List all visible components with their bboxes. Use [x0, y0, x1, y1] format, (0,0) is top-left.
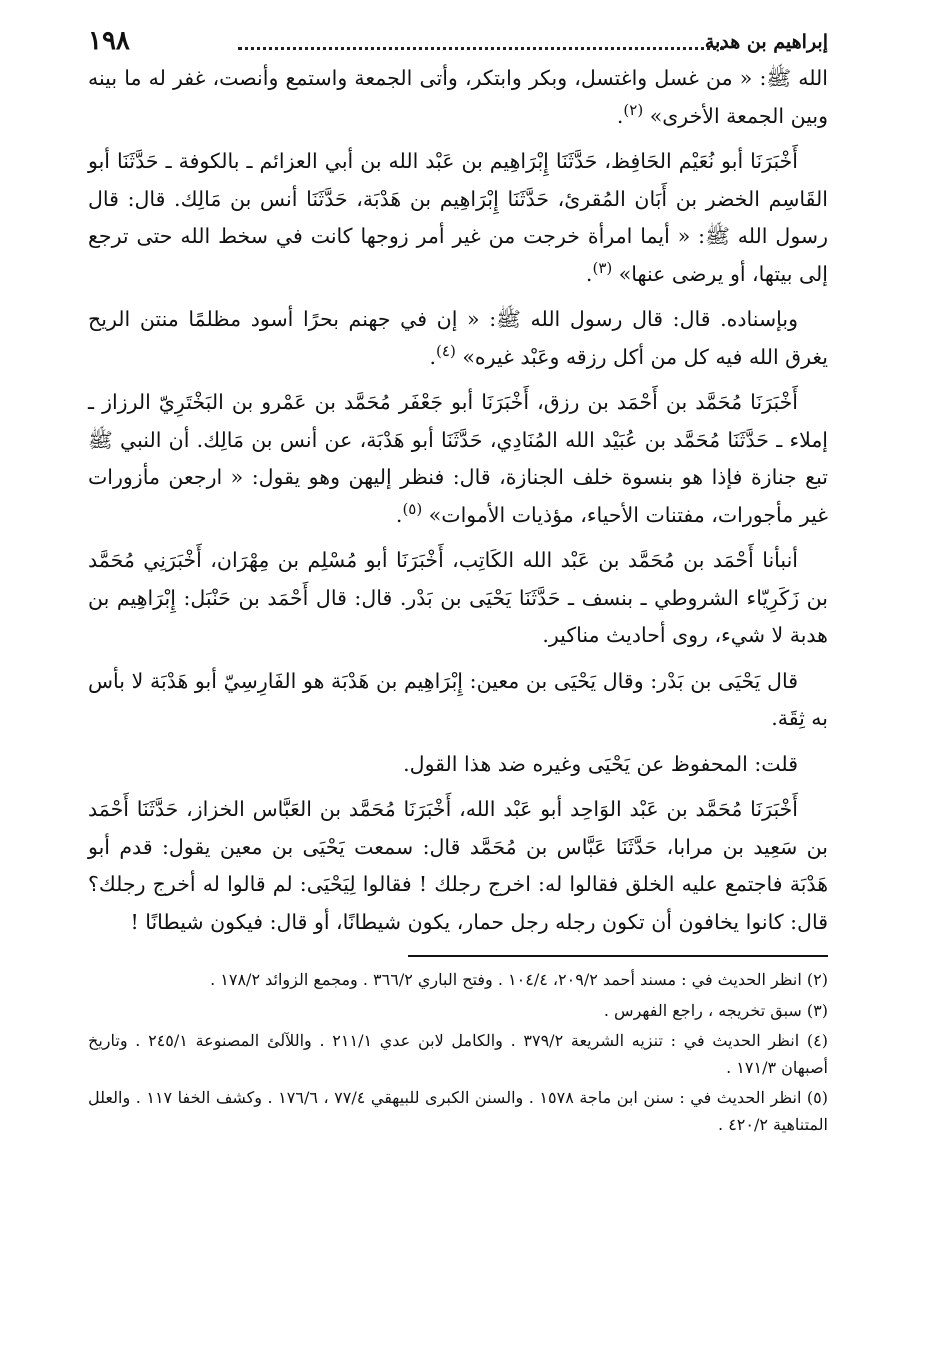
paragraph-text: أَخْبَرَنَا أبو نُعَيْم الحَافِظ، حَدَّثَنَا إِبْرَاهِيم بن عَبْد الله بن أبي العزائم ـ بالكوفة ـ حَدَّثَنَا أبو القَاسِم الخضر بن أَبَان المُقرئ، حَدَّثَنَا إِبْرَاهِيم بن هَدْبَة، حَدَّثَنَا أنس بن مَالِك. قال: قال رسول الله ﷺ: « أيما امرأة خرجت من غير أمر زوجها كانت في سخط الله حتى ترجع إلى بيتها، أو يرضى عنها»	[88, 149, 828, 286]
paragraph	[88, 542, 828, 655]
paragraph-text: وبإسناده. قال: قال رسول الله ﷺ: « إن في جهنم بحرًا أسود مظلمًا منتن الريح يغرق الله فيه كل من أكل رزقه وعَبْد غيره»	[88, 307, 828, 369]
paragraph-text: قلت: المحفوظ عن يَحْيَى وغيره ضد هذا القول.	[403, 751, 798, 776]
paragraph	[88, 60, 828, 135]
main-text	[88, 60, 828, 941]
paragraph-text: أَخْبَرَنَا مُحَمَّد بن عَبْد الوَاحِد أبو عَبْد الله، أَخْبَرَنَا مُحَمَّد بن العَبَّاس الخزاز، حَدَّثَنَا أَحْمَد بن سَعِيد بن مرابا، حَدَّثَنَا عَبَّاس بن مُحَمَّد قال: سمعت يَحْيَى بن معين يقول: قدم أبو هَدْبَة فاجتمع عليه الخلق فقالوا له: اخرج رجلك ! فقالوا لِيَحْيَى: لم قالوا له أخرج رجلك؟ قال: كانوا يخافون أن تكون رجله رجل حمار، يكون شيطانًا، أو قال: فيكون شيطانًا !	[88, 797, 828, 934]
footnote: (٥) انظر الحديث في : سنن ابن ماجة ١٥٧٨ . والسنن الكبرى للبيهقي ٧٧/٤ ، ١٧٦/٦ . وكشف الخفا ١١٧ . والعلل المتناهية ٤٢٠/٢ .	[88, 1088, 829, 1134]
footnote-marker: (٣)	[592, 258, 613, 277]
page-number: ١٩٨	[88, 26, 130, 56]
running-title: إبراهيم بن هدبة	[704, 31, 828, 53]
paragraph-text: أنبأنا أَحْمَد بن مُحَمَّد بن عَبْد الله الكَاتِب، أَخْبَرَنَا أبو مُسْلِم بن مِهْرَان، أَخْبَرَنِي مُحَمَّد بن زَكَرِيّاء الشروطي ـ بنسف ـ حَدَّثَنَا يَحْيَى بن بَدْر. قال: قال أَحْمَد بن حَنْبَل: إِبْرَاهِيم بن هدبة لا شيء، روى أحاديث مناكير.	[88, 548, 828, 647]
footnote: (٢) انظر الحديث في : مسند أحمد ٢٠٩/٢، ١٠٤/٤ . وفتح الباري ٣٦٦/٢ . ومجمع الزوائد ١٧٨/٢ .	[210, 970, 828, 989]
footnote-marker: (٥)	[402, 499, 423, 518]
footnote: (٤) انظر الحديث في : تنزيه الشريعة ٣٧٩/٢ . والكامل لابن عدي ٢١١/١ . واللآلئ المصنوعة ٢٤٥/١ . وتاريخ أصبهان ١٧١/٣ .	[88, 1031, 829, 1077]
paragraph	[88, 384, 828, 534]
footnote-marker: (٢)	[623, 100, 644, 119]
header-dotted-leader	[238, 47, 724, 50]
paragraph-text: قال يَحْيَى بن بَدْر: وقال يَحْيَى بن معين: إِبْرَاهِيم بن هَدْبَة هو الفَارِسِيّ أبو هَدْبَة لا بأس به ثِقَة.	[88, 668, 828, 730]
paragraph	[88, 301, 828, 376]
footnote: (٣) سبق تخريجه ، راجع الفهرس .	[603, 1000, 828, 1020]
paragraph-end: .	[585, 261, 593, 286]
paragraph-end: .	[395, 502, 403, 527]
paragraph-text: الله ﷺ: « من غسل واغتسل، وبكر وابتكر، وأتى الجمعة واستمع وأنصت، غفر له ما بينه وبين الجمعة الأخرى»	[88, 66, 828, 128]
paragraph-end: .	[429, 344, 437, 369]
book-page	[88, 14, 828, 1344]
footnotes	[88, 967, 828, 1138]
paragraph	[88, 791, 828, 941]
paragraph-end: .	[616, 103, 624, 128]
paragraph	[88, 663, 828, 738]
page-header	[88, 14, 828, 60]
footnote-marker: (٤)	[436, 341, 456, 360]
footnote-separator	[408, 955, 828, 957]
paragraph	[88, 746, 828, 784]
paragraph-text: أَخْبَرَنَا مُحَمَّد بن أَحْمَد بن رزق، أَخْبَرَنَا أبو جَعْفَر مُحَمَّد بن عَمْرو بن البَخْتَرِيّ الرزاز ـ إملاء ـ حَدَّثَنَا مُحَمَّد بن عُبَيْد الله المُنَادِي، حَدَّثَنَا أبو هَدْبَة، عن أنس بن مَالِك. أن النبي ﷺ تبع جنازة فإذا هو بنسوة خلف الجنازة، قال: فنظر إليهن وهو يقول: « ارجعن مأزورات غير مأجورات، مفتنات الأحياء، مؤذيات الأموات»	[88, 390, 828, 527]
paragraph	[88, 143, 828, 293]
